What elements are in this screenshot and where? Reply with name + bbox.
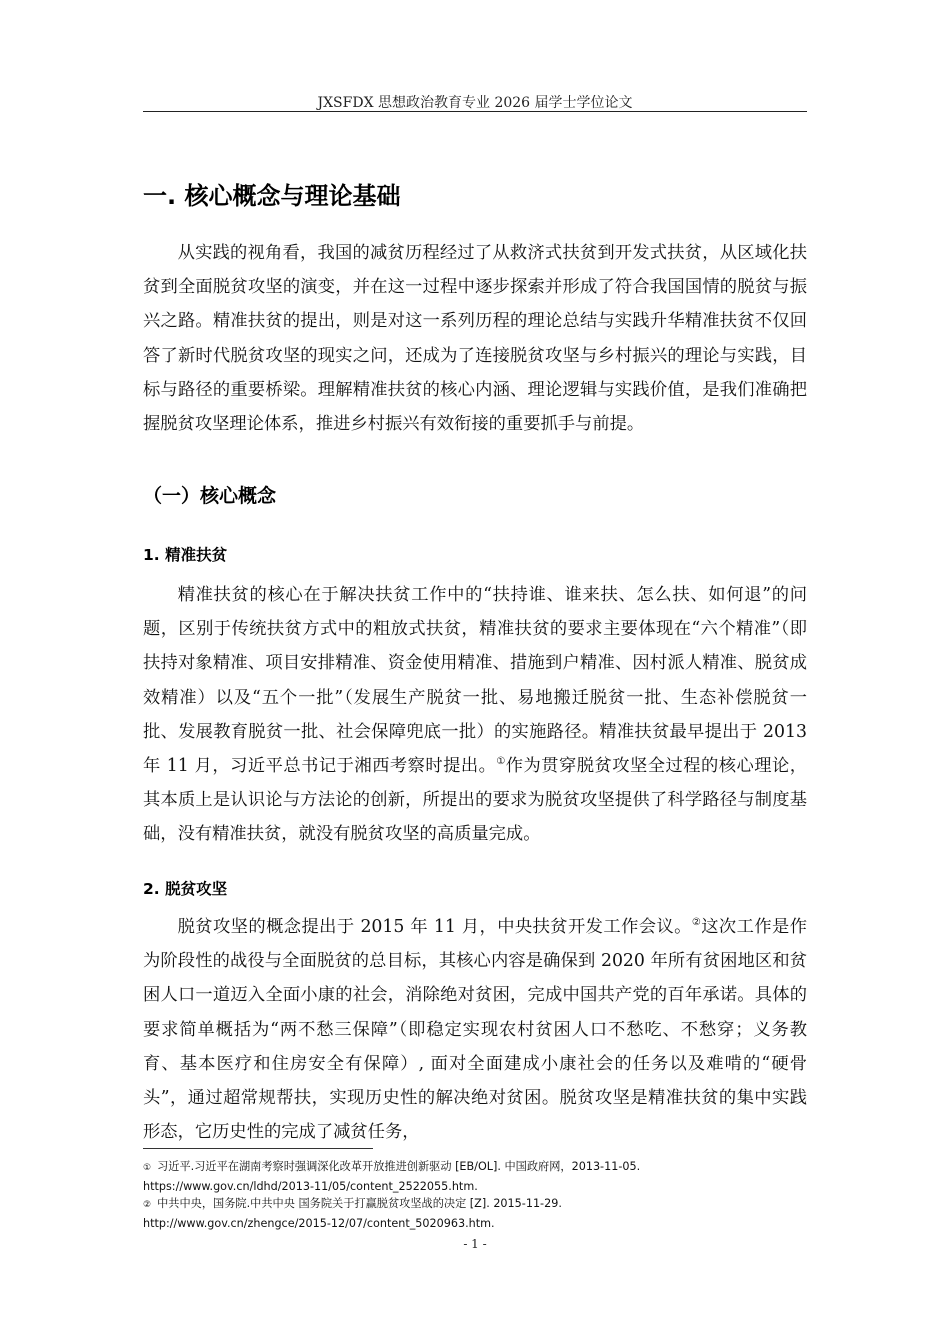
paragraph-text: 这次工作是作为阶段性的战役与全面脱贫的总目标，其核心内容是确保到 2020 年所有贫困地区和贫困人口一道迈入全面小康的社会，消除绝对贫困，完成中国共产党的百年承诺。具体的要求简单概括为“两不愁三保障”（即稳定实现农村贫困人口不愁吃、不愁穿；义务教育、基本医疗和住房安全有保障）, 面对全面建成小康社会的任务以及难啃的“硬骨头”，通过超常规帮扶，实现历史性的解决绝对贫困。脱贫攻坚是精准扶贫的集中实践形态，它历史性的完成了减贫任务， — [143, 917, 807, 1143]
paragraph-text: 精准扶贫的核心在于解决扶贫工作中的“扶持谁、谁来扶、怎么扶、如何退”的问题，区别于传统扶贫方式中的粗放式扶贫，精准扶贫的要求主要体现在“六个精准”（即扶持对象精准、项目安排精准、资金使用精准、措施到户精准、因村派人精准、脱贫成效精准）以及“五个一批”（发展生产脱贫一批、易地搬迁脱贫一批、生态补偿脱贫一批、发展教育脱贫一批、社会保障兜底一批）的实施路径。精准扶贫最早提出于 2013 年 11 月，习近平总书记于湘西考察时提出。 — [143, 585, 807, 777]
subsection-title-poverty-eradication: 2. 脱贫攻坚 — [143, 880, 228, 898]
footnote-2-line — [143, 1195, 807, 1215]
paragraph-text: 脱贫攻坚的概念提出于 2015 年 11 月，中央扶贫开发工作会议。 — [177, 917, 692, 937]
intro-paragraph: 从实践的视角看，我国的减贫历程经过了从救济式扶贫到开发式扶贫，从区域化扶贫到全面脱贫攻坚的演变，并在这一过程中逐步探索并形成了符合我国国情的脱贫与振兴之路。精准扶贫的提出，则是对这一系列历程的理论总结与实践升华精准扶贫不仅回答了新时代脱贫攻坚的现实之问，还成为了连接脱贫攻坚与乡村振兴的理论与实践，目标与路径的重要桥梁。理解精准扶贫的核心内涵、理论逻辑与实践价值，是我们准确把握脱贫攻坚理论体系，推进乡村振兴有效衔接的重要抓手与前提。 — [143, 243, 807, 435]
subsection-title-precise-poverty-alleviation: 1. 精准扶贫 — [143, 546, 228, 564]
footnote-1-mark: ① — [143, 1163, 152, 1173]
header-rule — [143, 111, 807, 112]
footnote-separator — [143, 1148, 373, 1149]
footnote-ref-2[interactable]: ② — [691, 917, 702, 928]
paragraph-poverty-eradication — [143, 910, 807, 1149]
footnote-1-line — [143, 1158, 807, 1178]
paragraph-text: 作为贯穿脱贫攻坚全过程的核心理论，其本质上是认识论与方法论的创新，所提出的要求为脱贫攻坚提供了科学路径与制度基础，没有精准扶贫，就没有脱贫攻坚的高质量完成。 — [143, 756, 807, 845]
footnote-1-citation: 习近平.习近平在湖南考察时强调深化改革开放推进创新驱动 [EB/OL]. 中国政府网，2013-11-05. — [157, 1160, 641, 1173]
footnote-2-url[interactable]: http://www.gov.cn/zhengce/2015-12/07/content_5020963.htm. — [143, 1216, 495, 1230]
footnotes — [143, 1158, 807, 1232]
footnote-2-mark: ② — [143, 1200, 152, 1210]
footnote-2-citation: 中共中央，国务院.中共中央 国务院关于打赢脱贫攻坚战的决定 [Z]. 2015-11-29. — [157, 1197, 562, 1210]
section-title-core-concepts: （一）核心概念 — [143, 485, 277, 507]
paragraph-precise-poverty-alleviation — [143, 578, 807, 852]
footnote-1-url[interactable]: https://www.gov.cn/ldhd/2013-11/05/content_2522055.htm. — [143, 1179, 478, 1193]
footnote-ref-1[interactable]: ① — [496, 756, 506, 768]
page-number: - 1 - — [463, 1237, 487, 1251]
running-header: JXSFDX 思想政治教育专业 2026 届学士学位论文 — [317, 95, 633, 111]
chapter-title: 一. 核心概念与理论基础 — [143, 182, 401, 210]
